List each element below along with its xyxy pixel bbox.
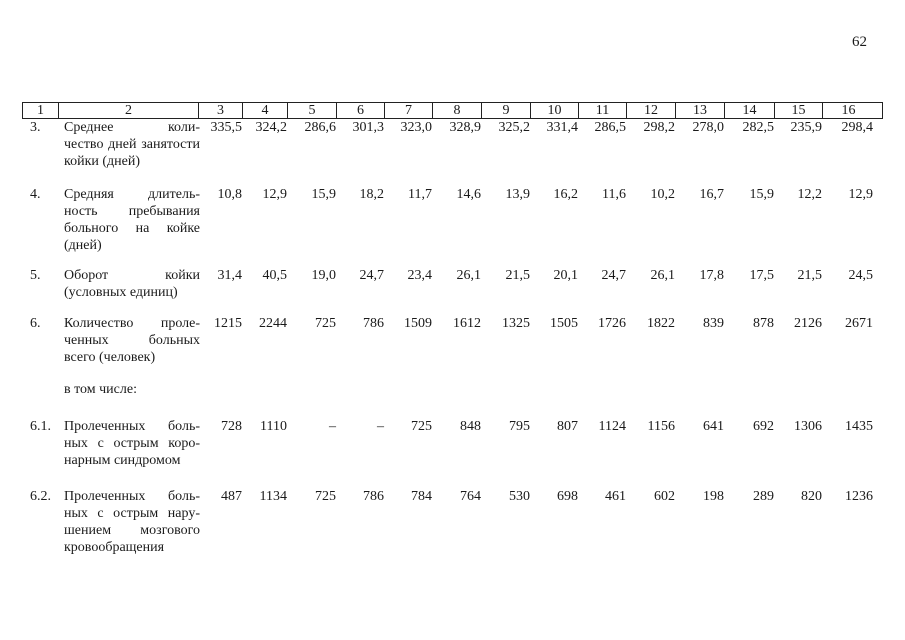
row-label-line: чество дней занятости [64,137,200,152]
row-number: 3. [30,120,41,135]
subheading: в том числе: [64,382,137,397]
value-cell: 2671 [845,316,873,331]
value-cell: 1134 [259,489,287,504]
value-cell: 1306 [794,419,822,434]
value-cell: 530 [509,489,530,504]
value-cell: 1435 [845,419,873,434]
value-cell: 17,8 [699,268,724,283]
value-cell: 335,5 [210,120,242,135]
header-cell: 4 [243,103,288,118]
value-cell: 1726 [598,316,626,331]
value-cell: 725 [315,316,336,331]
value-cell: 15,9 [749,187,774,202]
value-cell: 298,2 [643,120,675,135]
value-cell: 19,0 [311,268,336,283]
value-cell: 1156 [647,419,675,434]
value-cell: 328,9 [449,120,481,135]
value-cell: 1325 [502,316,530,331]
value-cell: – [377,419,384,434]
value-cell: 286,6 [304,120,336,135]
row-label [60,119,200,170]
value-cell: 16,2 [553,187,578,202]
value-cell: 24,7 [359,268,384,283]
value-cell: 286,5 [594,120,626,135]
value-cell: 24,5 [848,268,873,283]
value-cell: 878 [753,316,774,331]
header-cell: 5 [288,103,337,118]
value-cell: 21,5 [797,268,822,283]
value-cell: 331,4 [546,120,578,135]
row-label-line: ность пребывания [64,204,200,219]
header-cell: 1 [23,103,59,118]
value-cell: 764 [460,489,481,504]
row-number: 6. [30,316,41,331]
value-cell: 13,9 [505,187,530,202]
value-cell: 784 [411,489,432,504]
header-cell: 13 [676,103,725,118]
header-cell: 15 [775,103,823,118]
row-label [60,267,200,301]
value-cell: 848 [460,419,481,434]
row-label-line: нарным синдромом [64,453,181,468]
row-label-line: Пролеченных боль- [64,489,200,504]
value-cell: 21,5 [505,268,530,283]
value-cell: 1505 [550,316,578,331]
value-cell: 698 [557,489,578,504]
value-cell: 807 [557,419,578,434]
header-cell: 12 [627,103,676,118]
row-label-line: Количество проле- [64,316,200,331]
row-label-line: Среднее коли- [64,120,200,135]
value-cell: 795 [509,419,530,434]
row-label-line: койки (дней) [64,154,141,169]
value-cell: 282,5 [742,120,774,135]
value-cell: 289 [753,489,774,504]
value-cell: 1215 [214,316,242,331]
row-label-line: Оборот койки [64,268,200,283]
value-cell: 301,3 [352,120,384,135]
row-label [60,315,200,366]
row-number: 4. [30,187,41,202]
value-cell: 16,7 [699,187,724,202]
row-label-line: кровообращения [64,540,165,555]
value-cell: 1822 [647,316,675,331]
value-cell: 278,0 [692,120,724,135]
value-cell: 11,7 [408,187,432,202]
row-label-line: Пролеченных боль- [64,419,200,434]
value-cell: 323,0 [400,120,432,135]
value-cell: 324,2 [255,120,287,135]
value-cell: 692 [753,419,774,434]
value-cell: 18,2 [359,187,384,202]
table-header-row [22,102,883,119]
value-cell: 1236 [845,489,873,504]
value-cell: 2126 [794,316,822,331]
value-cell: 728 [221,419,242,434]
table-row [22,315,883,366]
value-cell: 40,5 [262,268,287,283]
value-cell: 1509 [404,316,432,331]
header-cell: 16 [841,103,856,118]
value-cell: 1124 [598,419,626,434]
header-cell: 14 [725,103,775,118]
value-cell: 235,9 [790,120,822,135]
header-cell: 10 [531,103,579,118]
row-label [60,186,200,254]
header-cell: 7 [385,103,433,118]
table-row [22,418,883,469]
value-cell: 839 [703,316,724,331]
value-cell: 725 [315,489,336,504]
row-label-line: (дней) [64,238,102,253]
row-label-line: ных с острым коро- [64,436,200,451]
value-cell: 31,4 [217,268,242,283]
row-label-line: шением мозгового [64,523,200,538]
value-cell: 2244 [259,316,287,331]
value-cell: 487 [221,489,242,504]
value-cell: 298,4 [841,120,873,135]
value-cell: 15,9 [311,187,336,202]
table-row [22,488,883,556]
row-number: 5. [30,268,41,283]
value-cell: 786 [363,316,384,331]
value-cell: 20,1 [553,268,578,283]
value-cell: 11,6 [602,187,626,202]
value-cell: 12,2 [797,187,822,202]
row-label-line: ных с острым нару- [64,506,200,521]
row-label-line: (условных единиц) [64,285,178,300]
value-cell: 12,9 [262,187,287,202]
value-cell: 725 [411,419,432,434]
value-cell: 12,9 [848,187,873,202]
value-cell: 1612 [453,316,481,331]
value-cell: 26,1 [456,268,481,283]
value-cell: – [329,419,336,434]
row-label-line: Средняя длитель- [64,187,200,202]
value-cell: 10,8 [217,187,242,202]
value-cell: 786 [363,489,384,504]
value-cell: 461 [605,489,626,504]
value-cell: 14,6 [456,187,481,202]
value-cell: 1110 [260,419,287,434]
value-cell: 325,2 [498,120,530,135]
value-cell: 198 [703,489,724,504]
row-number: 6.2. [30,489,51,504]
row-label-line: всего (человек) [64,350,156,365]
header-cell: 8 [433,103,482,118]
row-number: 6.1. [30,419,51,434]
table-row [22,186,883,254]
value-cell: 26,1 [650,268,675,283]
header-cell: 3 [199,103,243,118]
value-cell: 641 [703,419,724,434]
header-cell: 2 [59,103,199,118]
value-cell: 17,5 [749,268,774,283]
row-label [60,418,200,469]
row-label-line: больного на койке [64,221,200,236]
value-cell: 24,7 [601,268,626,283]
value-cell: 602 [654,489,675,504]
header-cell: 6 [337,103,385,118]
row-label [60,488,200,556]
table-row [22,267,883,301]
header-cell: 9 [482,103,531,118]
header-cell: 11 [579,103,627,118]
value-cell: 10,2 [650,187,675,202]
page-number: 62 [852,34,867,50]
value-cell: 820 [801,489,822,504]
table-row [22,119,883,170]
row-label-line: ченных больных [64,333,200,348]
value-cell: 23,4 [407,268,432,283]
